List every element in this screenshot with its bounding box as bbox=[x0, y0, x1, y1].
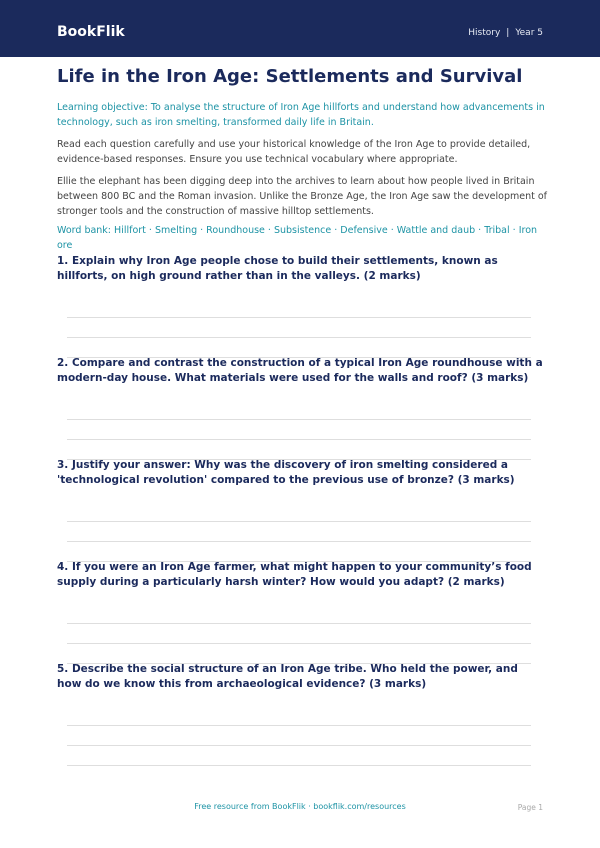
answer-line[interactable] bbox=[67, 521, 531, 522]
question-2: 2. Compare and contrast the construction of a typical Iron Age roundhouse with a modern-day house. What materials were used for the walls and roof? (3 marks) bbox=[57, 357, 543, 384]
subject-year-meta bbox=[468, 28, 543, 38]
answer-line[interactable] bbox=[67, 623, 531, 624]
answer-line[interactable] bbox=[67, 419, 531, 420]
footer-credit[interactable]: Free resource from BookFlik · bookflik.com/resources bbox=[194, 802, 406, 811]
header-bar bbox=[0, 0, 600, 57]
answer-line[interactable] bbox=[67, 439, 531, 440]
instructions-text: Read each question carefully and use your historical knowledge of the Iron Age to provide detailed, evidence-based responses. Ensure you use technical vocabulary where appropriate. bbox=[57, 139, 531, 165]
learning-objective: Learning objective: To analyse the structure of Iron Age hillforts and understand how advancements in technology, such as iron smelting, transformed daily life in Britain. bbox=[57, 102, 545, 128]
answer-line[interactable] bbox=[67, 745, 531, 746]
subject-label: History bbox=[468, 28, 501, 38]
page-title: Life in the Iron Age: Settlements and Survival bbox=[57, 66, 523, 87]
page-number: Page 1 bbox=[517, 803, 543, 812]
question-3: 3. Justify your answer: Why was the discovery of iron smelting considered a 'technological revolution' compared to the previous use of bronze? (3 marks) bbox=[57, 459, 515, 486]
brand-logo[interactable]: BookFlik bbox=[57, 24, 125, 40]
question-4: 4. If you were an Iron Age farmer, what might happen to your community’s food supply during a particularly harsh winter? How would you adapt? (2 marks) bbox=[57, 561, 532, 588]
word-bank: Word bank: Hillfort · Smelting · Roundhouse · Subsistence · Defensive · Wattle and daub · Tribal · Iron ore bbox=[57, 225, 538, 251]
question-5: 5. Describe the social structure of an Iron Age tribe. Who held the power, and how do we know this from archaeological evidence? (3 marks) bbox=[57, 663, 518, 690]
year-label: Year 5 bbox=[515, 28, 543, 38]
answer-line[interactable] bbox=[67, 541, 531, 542]
answer-line[interactable] bbox=[67, 725, 531, 726]
answer-line[interactable] bbox=[67, 643, 531, 644]
intro-text: Ellie the elephant has been digging deep into the archives to learn about how people lived in Britain between 800 BC and the Roman invasion. Unlike the Bronze Age, the Iron Age saw the development of stronger tools and the construction of massive hilltop settlements. bbox=[57, 176, 548, 217]
meta-separator: | bbox=[506, 28, 510, 38]
question-1: 1. Explain why Iron Age people chose to build their settlements, known as hillforts, on high ground rather than in the valleys. (2 marks) bbox=[57, 255, 498, 282]
answer-line[interactable] bbox=[67, 317, 531, 318]
answer-line[interactable] bbox=[67, 765, 531, 766]
answer-line[interactable] bbox=[67, 337, 531, 338]
